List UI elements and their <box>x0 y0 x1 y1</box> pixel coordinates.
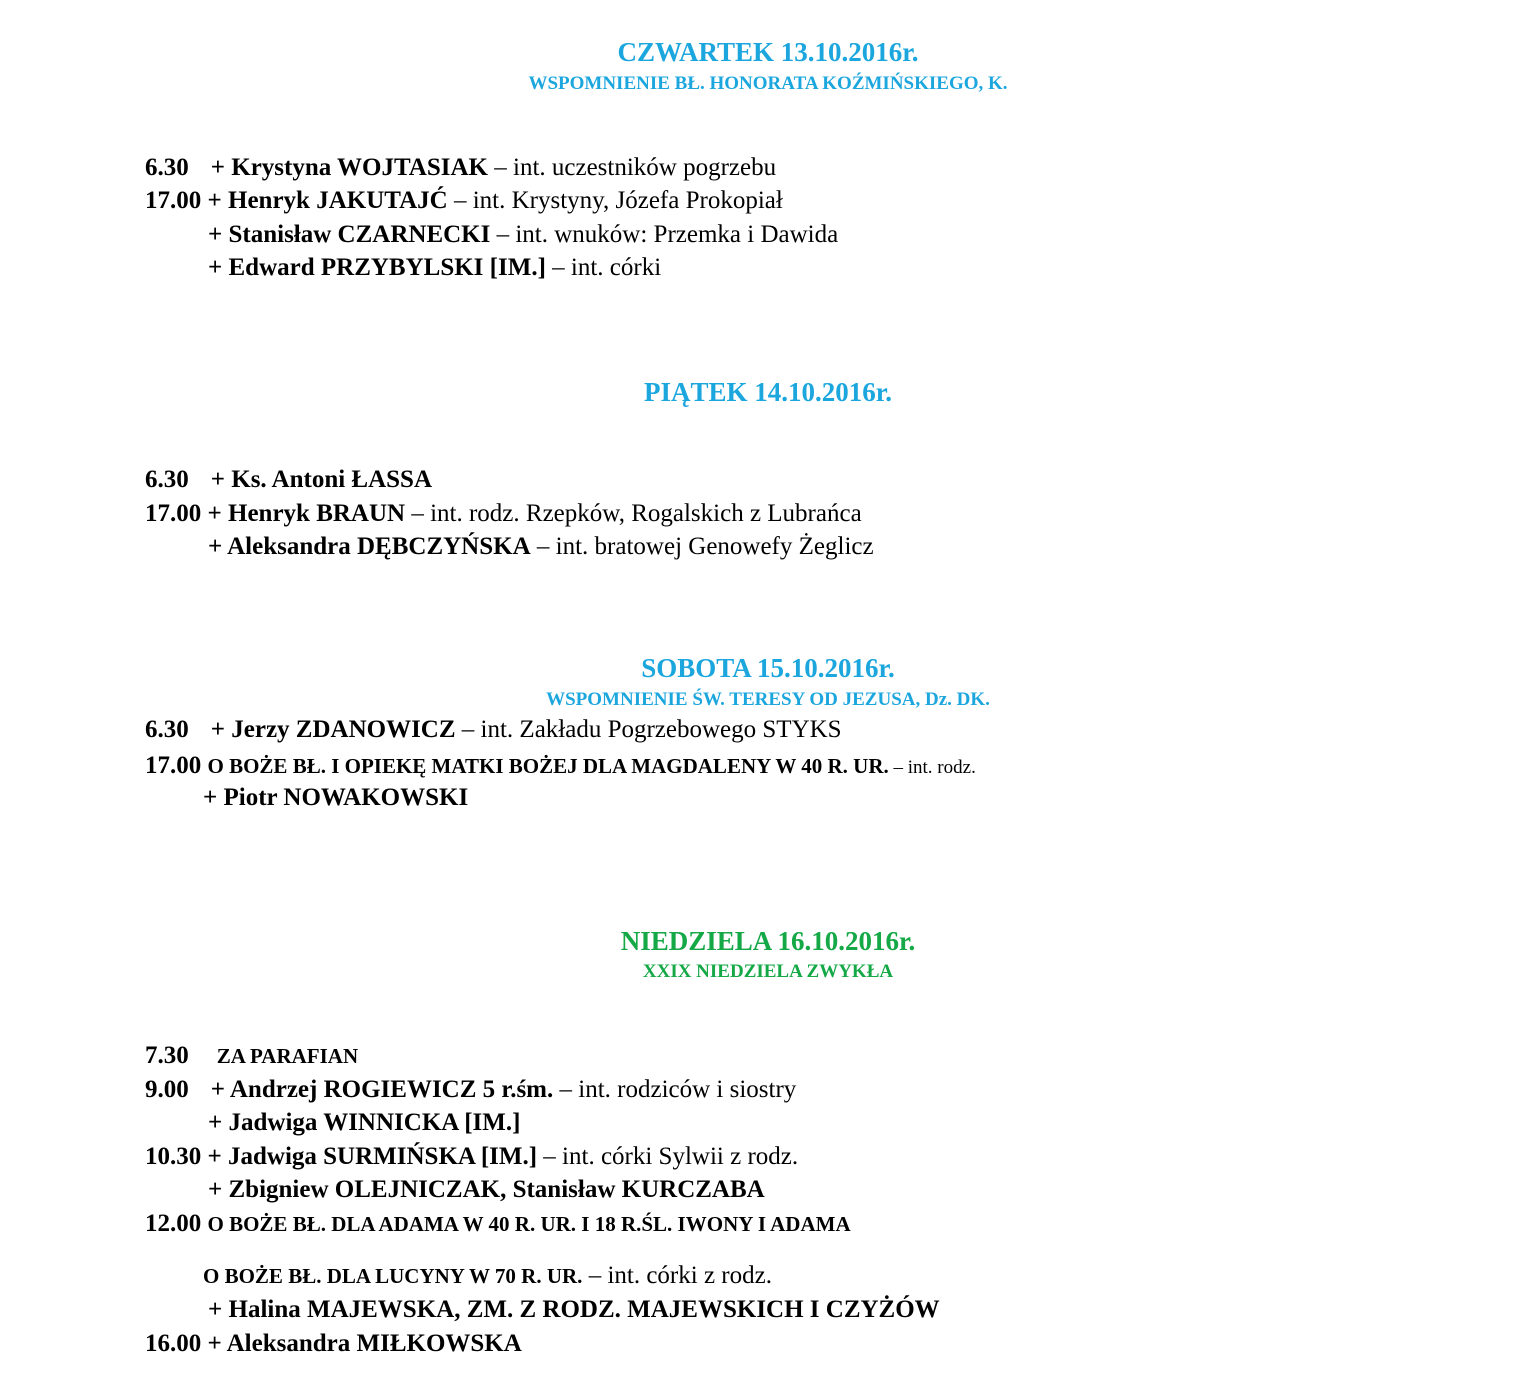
mass-name: + Jerzy ZDANOWICZ <box>210 716 456 743</box>
mass-name: O BOŻE BŁ. DLA LUCYNY W 70 R. UR. <box>203 1264 583 1288</box>
mass-entry <box>145 751 976 783</box>
mass-entry <box>208 1295 940 1325</box>
mass-name: + Henryk JAKUTAJĆ <box>207 187 448 214</box>
day-title-thursday: CZWARTEK 13.10.2016r. <box>617 37 919 67</box>
mass-name: + Jadwiga WINNICKA [IM.] <box>208 1109 521 1136</box>
day-subtitle-saturday: WSPOMNIENIE ŚW. TERESY OD JEZUSA, Dz. DK. <box>546 689 990 710</box>
mass-name: + Halina MAJEWSKA, ZM. Z RODZ. MAJEWSKICH I CZYŻÓW <box>208 1296 940 1323</box>
mass-intent: – int. bratowej Genowefy Żeglicz <box>530 533 874 560</box>
mass-name: + Edward PRZYBYLSKI [IM.] <box>208 254 546 281</box>
mass-name: + Aleksandra DĘBCZYŃSKA <box>208 533 531 560</box>
mass-intent: – int. Zakładu Pogrzebowego STYKS <box>455 716 842 743</box>
day-subtitle-thursday: WSPOMNIENIE BŁ. HONORATA KOŹMIŃSKIEGO, K. <box>528 73 1008 94</box>
mass-entry <box>145 715 842 745</box>
mass-entry <box>145 1075 796 1105</box>
mass-name: + Jadwiga SURMIŃSKA [IM.] <box>207 1143 538 1170</box>
mass-time: 6.30 <box>145 466 189 493</box>
day-title-sunday: NIEDZIELA 16.10.2016r. <box>620 926 916 956</box>
mass-name: O BOŻE BŁ. I OPIEKĘ MATKI BOŻEJ DLA MAGDALENY W 40 R. UR. <box>207 754 889 778</box>
day-title-friday: PIĄTEK 14.10.2016r. <box>643 377 893 407</box>
mass-intent: – int. córki z rodz. <box>582 1262 772 1289</box>
mass-name: + Andrzej ROGIEWICZ 5 r.śm. <box>210 1076 554 1103</box>
mass-entry <box>145 1329 522 1359</box>
mass-time: 17.00 <box>145 752 202 779</box>
mass-time: 7.30 <box>145 1042 189 1069</box>
mass-name: + Aleksandra MIŁKOWSKA <box>207 1330 522 1357</box>
mass-name: + Ks. Antoni ŁASSA <box>210 466 433 493</box>
day-title-saturday: SOBOTA 15.10.2016r. <box>641 653 895 683</box>
mass-entry <box>208 532 874 562</box>
mass-name: + Zbigniew OLEJNICZAK, Stanisław KURCZABA <box>208 1176 765 1203</box>
mass-entry <box>145 465 432 495</box>
mass-time: 12.00 <box>145 1210 202 1237</box>
mass-entry <box>203 783 468 813</box>
mass-intent: – int. rodz. Rzepków, Rogalskich z Lubrańca <box>405 500 862 527</box>
mass-intent: – int. córki <box>545 254 662 281</box>
mass-entry <box>145 186 783 216</box>
mass-entry <box>203 1261 772 1291</box>
mass-name: + Piotr NOWAKOWSKI <box>203 784 469 811</box>
mass-time: 6.30 <box>145 716 189 743</box>
mass-time: 6.30 <box>145 154 189 181</box>
mass-entry <box>145 1209 851 1239</box>
day-subtitle-sunday: XXIX NIEDZIELA ZWYKŁA <box>642 961 894 982</box>
mass-entry <box>145 1142 798 1172</box>
mass-entry <box>208 253 661 283</box>
mass-entry <box>208 1108 520 1138</box>
mass-intent: – int. wnuków: Przemka i Dawida <box>490 221 839 248</box>
mass-intent: – int. rodz. <box>888 757 976 778</box>
mass-name: ZA PARAFIAN <box>216 1044 359 1068</box>
mass-name: + Stanisław CZARNECKI <box>208 221 491 248</box>
mass-entry <box>145 1041 358 1071</box>
mass-intent: – int. rodziców i siostry <box>553 1076 797 1103</box>
mass-time: 17.00 <box>145 500 202 527</box>
mass-time: 16.00 <box>145 1330 202 1357</box>
mass-entry <box>208 220 838 250</box>
mass-time: 10.30 <box>145 1143 202 1170</box>
mass-time: 17.00 <box>145 187 202 214</box>
mass-intent: – int. uczestników pogrzebu <box>488 154 777 181</box>
mass-intent: – int. córki Sylwii z rodz. <box>537 1143 799 1170</box>
mass-time: 9.00 <box>145 1076 189 1103</box>
mass-intent: – int. Krystyny, Józefa Prokopiał <box>447 187 783 214</box>
mass-name: + Henryk BRAUN <box>207 500 406 527</box>
mass-name: O BOŻE BŁ. DLA ADAMA W 40 R. UR. I 18 R.ŚL. IWONY I ADAMA <box>207 1212 851 1236</box>
mass-entry <box>145 153 776 183</box>
mass-entry <box>208 1175 765 1205</box>
mass-entry <box>145 499 862 529</box>
mass-name: + Krystyna WOJTASIAK <box>210 154 488 181</box>
